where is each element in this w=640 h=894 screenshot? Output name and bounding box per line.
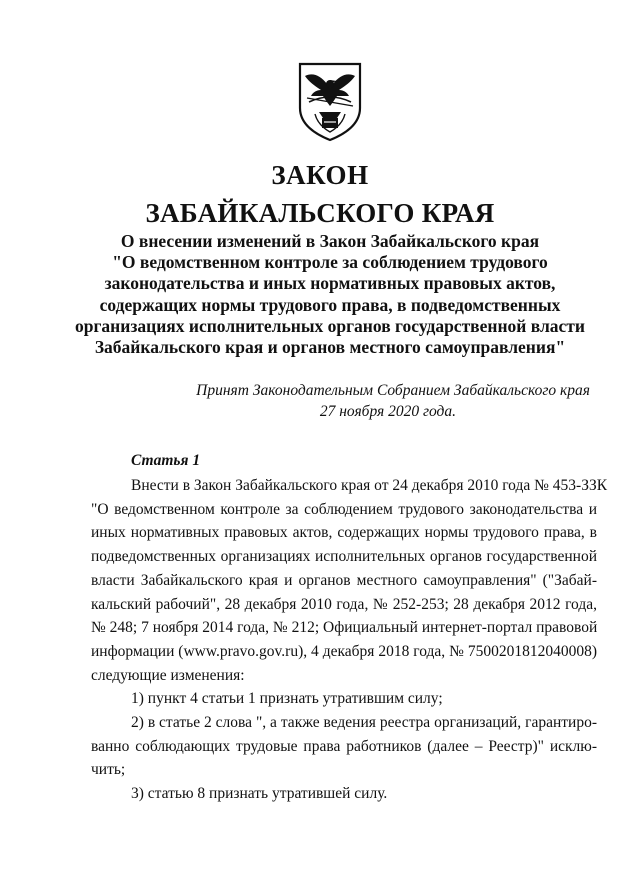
list-item-continuation: ванно соблюдающих трудовые права работников (далее – Реестр)" исклю-: [91, 737, 597, 755]
body-line: информации (www.pravo.gov.ru), 4 декабря 2018 года, № 7500201812040008): [91, 642, 597, 660]
heading-line: организациях исполнительных органов государственной власти: [74, 315, 585, 336]
list-item: 2) в статье 2 слова ", а также ведения реестра организаций, гарантиро-: [131, 714, 597, 732]
adoption-date: 27 ноября 2020 года.: [319, 403, 456, 420]
list-item-continuation: чить;: [91, 761, 126, 779]
article-title: Статья 1: [131, 452, 201, 469]
adoption-line: Принят Законодательным Собранием Забайкальского края: [196, 382, 590, 399]
body-line: "О ведомственном контроле за соблюдением трудового законодательства и: [91, 500, 597, 518]
article-body: [91, 474, 608, 806]
body-line: кальский рабочий", 28 декабря 2010 года, № 252-253; 28 декабря 2012 года,: [91, 595, 597, 613]
law-heading: [60, 231, 600, 358]
list-item: 1) пункт 4 статьи 1 признать утратившим силу;: [131, 690, 443, 708]
body-line: Внести в Закон Забайкальского края от 24 декабря 2010 года № 453-ЗЗК: [131, 477, 608, 494]
heading-line: "О ведомственном контроле за соблюдением трудового: [112, 252, 548, 273]
body-line: подведомственных организациях исполнительных органов государственной: [91, 548, 597, 566]
list-item: 3) статью 8 признать утратившей силу.: [131, 785, 388, 803]
law-title: ЗАКОН: [271, 160, 369, 190]
heading-line: Забайкальского края и органов местного самоуправления": [94, 337, 566, 358]
coat-of-arms-icon: [297, 62, 363, 142]
body-line: № 248; 7 ноября 2014 года, № 212; Официальный интернет-портал правовой: [91, 619, 598, 637]
heading-line: О внесении изменений в Закон Забайкальского края: [120, 231, 540, 251]
body-line: следующие изменения:: [91, 666, 245, 684]
heading-line: содержащих нормы трудового права, в подведомственных: [99, 294, 561, 315]
heading-line: законодательства и иных нормативных правовых актов,: [104, 273, 556, 294]
body-line: власти Забайкальского края и органов местного самоуправления" ("Забай-: [91, 571, 597, 589]
body-line: иных нормативных правовых актов, содержащих нормы трудового права, в: [91, 524, 597, 542]
adoption-note: [60, 380, 590, 422]
region-title: ЗАБАЙКАЛЬСКОГО КРАЯ: [145, 198, 495, 228]
